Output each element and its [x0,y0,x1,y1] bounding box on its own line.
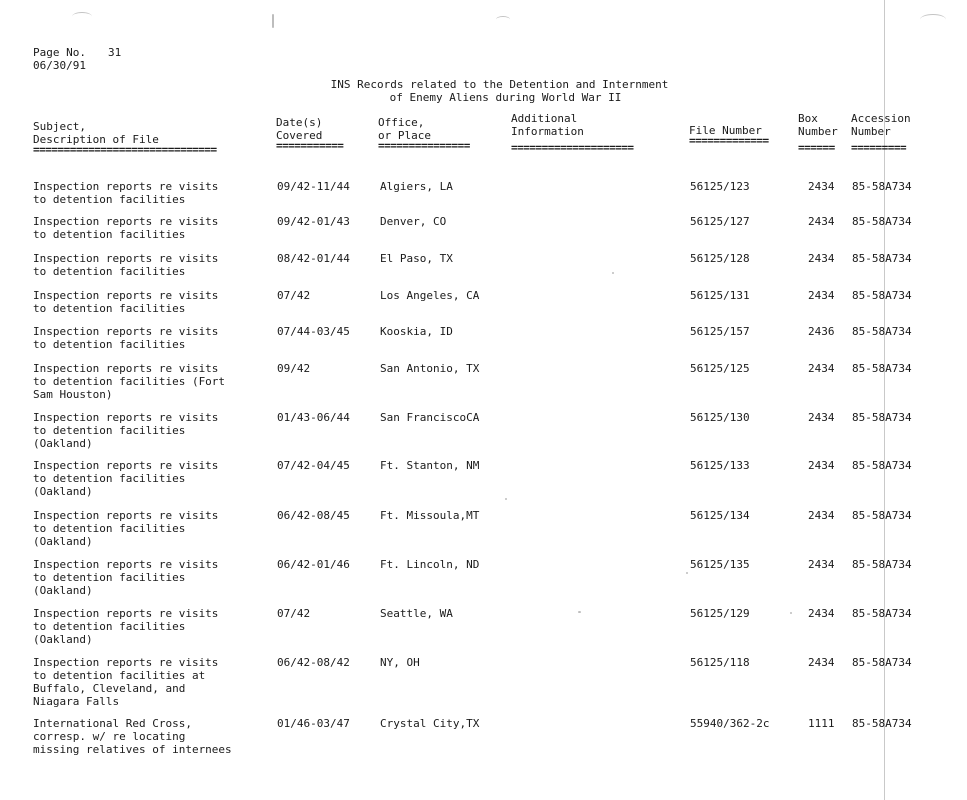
cell-subject: Inspection reports re visits to detention facilities [33,325,219,351]
cell-accession-number: 85-58A734 [852,362,912,375]
title-line-1: INS Records related to the Detention and Internment [330,78,669,91]
header-rule: ============================== [33,143,217,156]
cell-file-number: 56125/127 [690,215,750,228]
cell-subject: Inspection reports re visits to detention facilities (Oakland) [33,509,219,548]
cell-office: Algiers, LA [380,180,453,193]
cell-file-number: 56125/129 [690,607,750,620]
cell-dates: 09/42-01/43 [277,215,350,228]
cell-box-number: 1111 [808,717,835,730]
cell-subject: Inspection reports re visits to detention facilities at Buffalo, Cleveland, and Niagara Falls [33,656,219,708]
cell-file-number: 56125/133 [690,459,750,472]
header-rule: ============= [689,134,769,147]
page-number: 31 [107,46,122,59]
column-header-dates: Date(s) Covered =========== [276,116,344,152]
cell-office: Ft. Missoula,MT [380,509,480,522]
cell-file-number: 56125/131 [690,289,750,302]
cell-subject: Inspection reports re visits to detention facilities (Oakland) [33,558,219,597]
cell-dates: 07/44-03/45 [277,325,350,338]
cell-file-number: 56125/118 [690,656,750,669]
cell-file-number: 55940/362-2c [690,717,770,730]
cell-box-number: 2434 [808,607,835,620]
cell-box-number: 2434 [808,411,835,424]
cell-accession-number: 85-58A734 [852,215,912,228]
cell-dates: 07/42 [277,289,311,302]
cell-office: Los Angeles, CA [380,289,480,302]
cell-box-number: 2434 [808,252,835,265]
cell-dates: 09/42-11/44 [277,180,350,193]
cell-office: Kooskia, ID [380,325,453,338]
cell-subject: Inspection reports re visits to detention facilities [33,252,219,278]
cell-dates: 01/43-06/44 [277,411,350,424]
cell-accession-number: 85-58A734 [852,459,912,472]
cell-file-number: 56125/128 [690,252,750,265]
cell-subject: Inspection reports re visits to detention facilities (Oakland) [33,459,219,498]
header-rule: ========= [851,141,907,154]
column-header-additional: Additional Information ==================== [511,112,634,154]
cell-subject: Inspection reports re visits to detention facilities [33,180,219,206]
cell-office: Denver, CO [380,215,447,228]
cell-subject: International Red Cross, corresp. w/ re locating missing relatives of internees [33,717,232,756]
cell-accession-number: 85-58A734 [852,607,912,620]
cell-box-number: 2434 [808,656,835,669]
cell-file-number: 56125/123 [690,180,750,193]
cell-subject: Inspection reports re visits to detention facilities (Fort Sam Houston) [33,362,226,401]
cell-dates: 06/42-01/46 [277,558,350,571]
cell-accession-number: 85-58A734 [852,411,912,424]
cell-accession-number: 85-58A734 [852,558,912,571]
cell-office: Crystal City,TX [380,717,480,730]
cell-office: El Paso, TX [380,252,453,265]
cell-dates: 01/46-03/47 [277,717,350,730]
cell-file-number: 56125/157 [690,325,750,338]
page-number-label: Page No. [33,46,86,59]
cell-subject: Inspection reports re visits to detention facilities [33,215,219,241]
page-date: 06/30/91 [33,59,86,72]
cell-box-number: 2434 [808,362,835,375]
cell-dates: 09/42 [277,362,311,375]
column-header-file-number: File Number ============= [689,124,769,147]
cell-subject: Inspection reports re visits to detention facilities [33,289,219,315]
cell-dates: 06/42-08/42 [277,656,350,669]
cell-file-number: 56125/130 [690,411,750,424]
cell-subject: Inspection reports re visits to detention facilities (Oakland) [33,411,219,450]
header-rule: =============== [378,139,470,152]
cell-accession-number: 85-58A734 [852,289,912,302]
column-header-box: Box Number ====== [798,112,838,154]
cell-office: San FranciscoCA [380,411,480,424]
column-header-office: Office, or Place =============== [378,116,470,152]
cell-box-number: 2434 [808,558,835,571]
cell-accession-number: 85-58A734 [852,509,912,522]
column-header-subject: Subject, Description of File ============================== [33,120,217,156]
cell-office: San Antonio, TX [380,362,480,375]
cell-subject: Inspection reports re visits to detention facilities (Oakland) [33,607,219,646]
cell-accession-number: 85-58A734 [852,252,912,265]
cell-office: Ft. Lincoln, ND [380,558,480,571]
cell-accession-number: 85-58A734 [852,325,912,338]
cell-file-number: 56125/134 [690,509,750,522]
cell-accession-number: 85-58A734 [852,656,912,669]
column-header-accession: Accession Number ========= [851,112,911,154]
cell-accession-number: 85-58A734 [852,180,912,193]
cell-box-number: 2434 [808,459,835,472]
cell-dates: 07/42 [277,607,311,620]
cell-office: Ft. Stanton, NM [380,459,480,472]
header-rule: ====== [798,141,835,154]
header-rule: ==================== [511,141,634,154]
cell-office: Seattle, WA [380,607,453,620]
cell-box-number: 2434 [808,215,835,228]
cell-accession-number: 85-58A734 [852,717,912,730]
cell-box-number: 2434 [808,180,835,193]
cell-dates: 06/42-08/45 [277,509,350,522]
cell-office: NY, OH [380,656,420,669]
cell-file-number: 56125/135 [690,558,750,571]
cell-box-number: 2434 [808,289,835,302]
cell-box-number: 2434 [808,509,835,522]
header-rule: =========== [276,139,344,152]
cell-dates: 07/42-04/45 [277,459,350,472]
cell-file-number: 56125/125 [690,362,750,375]
cell-dates: 08/42-01/44 [277,252,350,265]
cell-box-number: 2436 [808,325,835,338]
title-line-2: of Enemy Aliens during World War II [389,91,622,104]
